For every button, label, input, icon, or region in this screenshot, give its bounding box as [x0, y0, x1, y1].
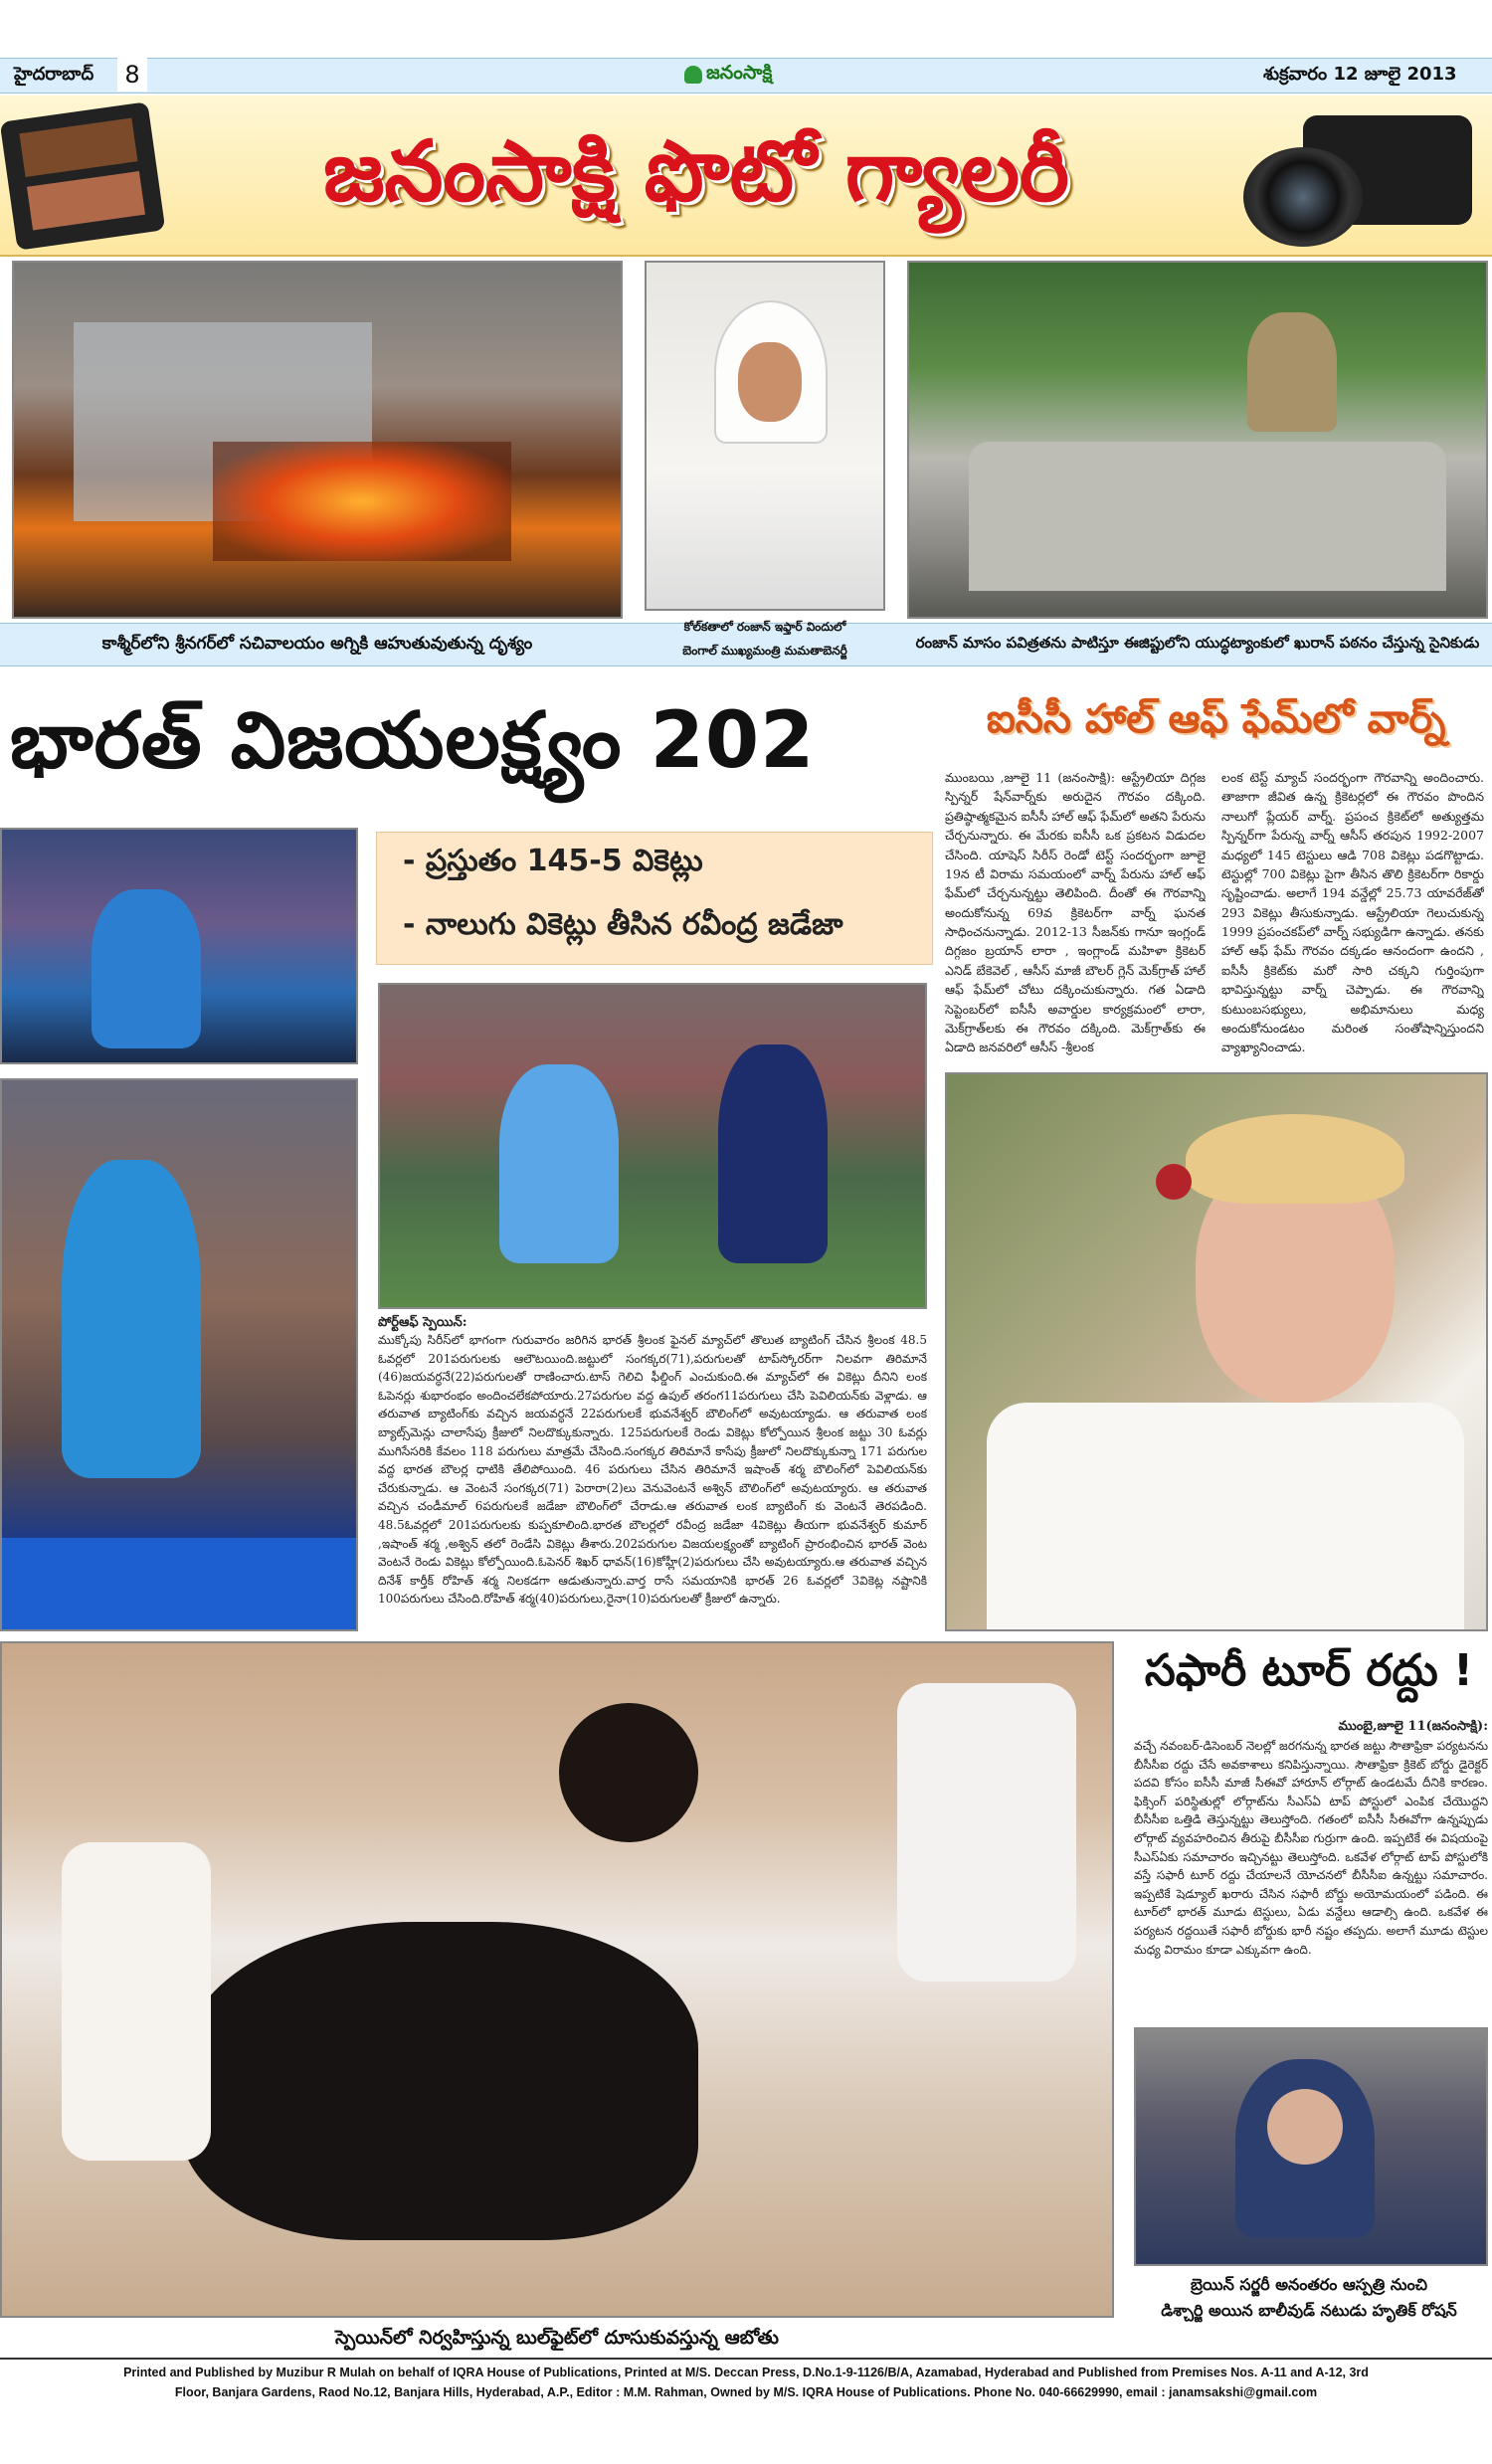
safari-dateline: ముంబై,జూలై 11(జనంసాక్షి): [1338, 1719, 1488, 1734]
safari-body: వచ్చే నవంబర్-డిసెంబర్ నెలల్లో జరగనున్న భారత జట్టు సౌతాఫ్రికా పర్యటనను బీసీసీఐ రద్దు చేసే అవకాశాలు కనిపిస్తున్నాయి. సౌతాఫ్రికా క్రికెట్ బోర్డు డైరెక్టర్ పదవి కోసం ఐసీసీ మాజీ సీఈవో హారూన్ లోర్గాట్ ఉండటమే దీనికి కారణం. ఫిక్సింగ్ పరిస్థితుల్లో లోర్గాట్‌ను సీఎస్‌ఏ టాప్ పోస్టులో ఎంపిక చేయొద్దని బీసీసీఐ ఒత్తిడి తెస్తున్నట్టు తెలుస్తోంది. గతంలో ఐసీసీ సీఈవోగా ఉన్నప్పుడు లోర్గాట్ వ్యవహరించిన తీరుపై బీసీసీఐ గుర్రుగా ఉంది. ఇప్పటికే ఈ విషయంపై సీఎస్‌ఏకు సమాచారం ఇచ్చినట్టు తెలుస్తోంది. ఒకవేళ లోర్గాట్ టాప్ పోస్టులోకి వస్తే సఫారీ టూర్ రద్దు చేయాలనే యోచనలో బీసీసీఐ ఉన్నట్టు సమాచారం. ఇప్పటికే షెడ్యూల్ ఖరారు చేసిన సఫారీ బోర్డు అయోమయంలో పడింది. ఈ టూర్‌లో భారత్ మూడు టెస్టులు, ఏడు వన్డేలు ఆడాల్సి ఉంది. ఒకవేళ ఈ పర్యటన రద్దయితే సఫారీ బోర్డుకు భారీ నష్టం తప్పదు. అలాగే మూడు టెస్టుల మధ్య విరామం కూడా ఎక్కువగా ఉంది. [1134, 1739, 1488, 1957]
hrithik-caption-2: డిశ్చార్జి అయిన బాలీవుడ్ నటుడు హృతిక్ రోషన్ [1161, 2301, 1457, 2320]
masthead-logo-text: జనంసాక్షి [706, 61, 773, 84]
army-caption: రంజాన్ మాసం పవిత్రతను పాటిస్తూ ఈజిప్టులోని యుద్ధట్యాంకులో ఖురాన్ పఠనం చేస్తున్న సైనికుడు [915, 634, 1480, 652]
soldier-tank-photo [907, 261, 1488, 619]
jadeja-photo [0, 1078, 358, 1631]
bullet-1: - ప్రస్తుతం 145-5 వికెట్లు [403, 844, 703, 878]
cricket-dateline: పోర్ట్‌ఆఫ్ స్పెయిన్: [378, 1315, 467, 1330]
warne-column-2: లంక టెస్ట్ మ్యాచ్ సందర్భంగా గౌరవాన్ని అందించారు. తాజాగా జీవిత ఉన్న క్రికెటర్లలో ఈ గౌరవం పొందిన నాలుగో ప్లేయర్ వార్న్. ప్రపంచ క్రికెట్‌లో అత్యుత్తమ స్పిన్నర్‌గా పేరున్న వార్న్ ఆసీస్ తరపున 1992-2007 మధ్యలో 145 టెస్టులు ఆడి 708 వికెట్లు పడగొట్టాడు. టెస్టుల్లో 700 వికెట్లు పైగా తీసిన తొలి క్రికెటర్‌గా రికార్డు సృష్టించాడు. అలాగే 194 వన్డేల్లో 25.73 యావరేజ్‌తో 293 వికెట్లు తీసుకున్నాడు. ఆస్ట్రేలియా గెలుచుకున్న 1999 ప్రపంచకప్‌లో వార్న్ సభ్యుడిగా ఉన్నాడు. తనకు హాల్ ఆఫ్ ఫేమ్ గౌరవం దక్కడం ఆనందంగా ఉందని , ఐసీసీ క్రికెట్‌కు మరో సారి చక్కని గుర్తింపుగా భావిస్తున్నట్టు వార్న్ చెప్పాడు. ఈ గౌరవాన్ని కుటుంబసభ్యులు, అభిమానులు మధ్య అందుకోనుండటం మరింత సంతోషాన్నిస్తుందని వ్యాఖ్యానించాడు. [1221, 770, 1484, 1055]
logo-icon [684, 66, 702, 84]
cricket-body: ముక్కోపు సిరీస్‌లో భాగంగా గురువారం జరిగిన భారత్ శ్రీలంక ఫైనల్ మ్యాచ్‌లో తొలుత బ్యాటింగ్ చేసిన శ్రీలంక 48.5 ఓవర్లలో 201పరుగులకు ఆలౌటయింది.జట్టులో సంగక్కర(71),పరుగులతో టాప్‌స్కోరర్‌గా నిలవగా తిరిమానే (46)జయవర్ధనే(22)పరుగులతో రాణించారు.టాస్ గెలిచి ఫీల్డింగ్ ఎంచుకుంది.ఈ మ్యాచ్‌లో ఈ వికెట్లు దీనిని లంక ఓపెనర్లు శుభారంభం అందించలేకపోయారు.27పరుగుల వద్ద ఉపుల్ తరంగ11పరుగులు చేసి పెవిలియన్‌కు వెళ్లాడు. ఆ తరువాత బ్యాటింగ్‌కు వచ్చిన జయవర్ధనే 22పరుగులకే భువనేశ్వర్ బౌలింగ్‌లో అవుటయ్యాడు. ఆ తరువాత లంక బ్యాట్స్‌మెన్లు చాలాసేపు క్రీజులో నిలదొక్కుకున్నారు. 125పరుగులకే రెండు వికెట్లు కోల్పోయిన శ్రీలంక జట్టు 30 ఓవర్లు ముగిసేసరికి కేవలం 118 పరుగులు మాత్రమే చేసింది.సంగక్కర తిరిమానే కాసేపు క్రీజులో నిలదొక్కుకున్నా 171 పరుగుల వద్ద భారత బౌలర్ల ధాటికి తేలిపోయింది. 46 పరుగులు చేసిన తిరిమానే ఇషాంత్ శర్మ బౌలింగ్‌లో పెవిలియన్‌కు చేరుకున్నాడు. ఆ వెంటనే సంగక్కర(71) పెరారా(2)లు వెనువెంటనే అశ్విన్ బౌలింగ్‌లో అవుటయ్యారు. ఆ తరువాత వచ్చిన చండీమాల్ 6పరుగులకే జడేజా బౌలింగ్‌లో చేరాడు.ఆ తరువాత లంక బ్యాటింగ్ కు వెంటనే తెరపడింది. 48.5ఓవర్లలో 201పరుగులకు కుప్పకూలింది.భారత బౌలర్లలో రవీంద్ర జడేజా 4వికెట్లు తీయగా భువనేశ్వర్ కుమార్ ,ఇషాంత్ శర్మ ,అశ్విన్ తలో రెండేసి వికెట్లు తీశారు.202పరుగుల విజయలక్ష్యంతో బ్యాటింగ్ ప్రారంభించిన భారత్ వెంట వెంటనే రెండు వికెట్లు కోల్పోయింది.ఓపెనర్ శిఖర్ ధావన్(16)కోహ్లీ(2)పరుగులు చేసి అవుటయ్యారు.ఆ తరువాత వచ్చిన దినేశ్ కార్తీక్ రోహిత్ శర్మ నిలకడగా ఆడుతున్నారు.వార్త రాసే సమయానికి భారత్ 26 ఓవర్లలో 3వికెట్ల నష్టానికి 100పరుగులు చేసింది.రోహిత్ శర్మ(40)పరుగులు,రైనా(10)పరుగులతో క్రీజులో ఉన్నారు. [378, 1333, 927, 1607]
header-city: హైదరాబాద్ [14, 64, 94, 85]
page-number: 8 [117, 58, 147, 92]
shane-warne-photo [945, 1072, 1488, 1631]
warne-headline: ఐసీసీ హాల్ ఆఫ్ ఫేమ్‌లో వార్న్ [986, 696, 1446, 742]
imprint-line-1: Printed and Published by Muzibur R Mulah on behalf of IQRA House of Publications, Printed at M/S. Deccan Press, D.No.1-9-1126/B/A, Azamabad, Hyderabad and Published from Premises Nos. A-11 and A-12, 3rd [123, 2366, 1369, 2379]
cricket-headline: భారత్ విజయలక్ష్యం 202 [10, 696, 816, 786]
hrithik-photo [1134, 2027, 1488, 2266]
mamata-photo [645, 261, 885, 611]
safari-headline: సఫారీ టూర్ రద్దు ! [1144, 1645, 1474, 1696]
mamata-caption-1: కోల్‌కతాలో రంజాన్ ఇఫ్తార్ విందులో [683, 620, 846, 634]
fire-caption: కాశ్మీర్‌లోని శ్రీనగర్‌లో సచివాలయం అగ్నికి ఆహుతువుతున్న దృశ్యం [101, 634, 533, 654]
banner-title: జనంసాక్షి ఫొటో గ్యాలరీ [323, 122, 1069, 220]
header-date: శుక్రవారం 12 జూలై 2013 [1263, 64, 1457, 85]
bullfight-photo [0, 1641, 1114, 2318]
bowler-photo [0, 828, 358, 1064]
bullfight-caption: స్పెయిన్‌లో నిర్వహిస్తున్న బుల్‌ఫైట్‌లో దూసుకువస్తున్న ఆబోతు [335, 2327, 779, 2349]
cricket-run-out-photo [378, 983, 927, 1309]
mamata-caption-2: బెంగాల్ ముఖ్యమంత్రి మమతాబెనర్జీ [682, 644, 847, 658]
bullet-2: - నాలుగు వికెట్లు తీసిన రవీంద్ర జడేజా [403, 907, 843, 942]
imprint-rule [0, 2358, 1492, 2360]
imprint-line-2: Floor, Banjara Gardens, Raod No.12, Banjara Hills, Hyderabad, A.P., Editor : M.M. Rahman, Owned by M/S. IQRA House of Publications. Phone No. 040-66629990, email : janamsakshi@gmail.com [174, 2385, 1318, 2399]
masthead-logo [684, 60, 772, 90]
fire-photo [12, 261, 623, 619]
hrithik-caption-1: బ్రెయిన్ సర్జరీ అనంతరం ఆస్పత్రి నుంచి [1191, 2275, 1427, 2294]
warne-column-1: ముంబయి ,జూలై 11 (జనంసాక్షి): ఆస్ట్రేలియా దిగ్గజ స్పిన్నర్ షేన్‌వార్న్‌కు అరుదైన గౌరవం దక్కింది. ప్రతిష్ఠాత్మకమైన ఐసీసీ హాల్ ఆఫ్ ఫేమ్‌లో అతని పేరును చేర్చనున్నారు. ఈ మేరకు ఐసీసీ ఒక ప్రకటన విడుదల చేసింది. యాషెస్ సిరీస్ రెండో టెస్ట్ సందర్భంగా జూలై 19న టీ విరామ సమయంలో వార్న్ పేరును హాల్ ఆఫ్ ఫేమ్‌లో చేర్చనున్నట్టు తెలిపింది. దీంతో ఈ గౌరవాన్ని అందుకోనున్న 69వ క్రికెటర్‌గా వార్న్ ఘనత సాధించనున్నాడు. 2012-13 సీజన్‌కు గానూ ఇంగ్లండ్ దిగ్గజం బ్రయాన్ లారా , ఇంగ్లాండ్ మహిళా క్రికెటర్ ఎనిడ్ బేకెవెల్ , ఆసీస్ మాజీ బౌలర్ గ్లెన్ మెక్‌గ్రాత్ హాల్ ఆఫ్ ఫేమ్‌లో చోటు దక్కించుకున్నారు. గత ఏడాది సెప్టెంబర్‌లో ఐసీసీ అవార్డుల కార్యక్రమంలో లారా, మెక్‌గ్రాత్‌లకు ఈ గౌరవం దక్కింది. మెక్‌గ్రాత్‌కు ఈ ఏడాది జనవరిలో ఆసీస్ -శ్రీలంక [945, 770, 1206, 1055]
film-strip-graphic [0, 101, 165, 251]
camera-icon [1243, 107, 1482, 247]
